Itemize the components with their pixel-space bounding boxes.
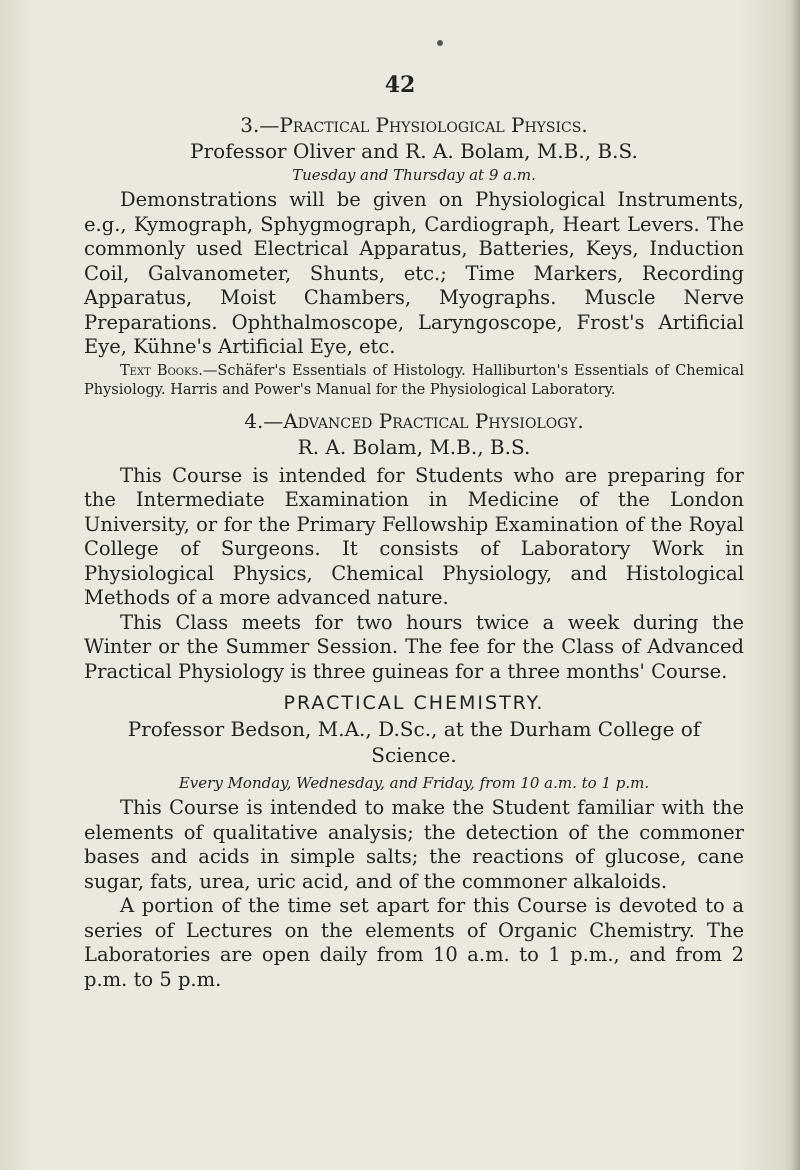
chemistry-schedule: Every Monday, Wednesday, and Friday, from 10 a.m. to 1 p.m. [178, 774, 650, 792]
text-books-list: —Schäfer's Essentials of Histology. Halliburton's Essentials of Chemical Physiology. Harris and Power's Manual for the Physiological Laboratory. [84, 362, 744, 398]
section-3-heading [84, 112, 744, 138]
chemistry-heading: PRACTICAL CHEMISTRY. [283, 692, 545, 714]
ink-dot [437, 40, 443, 46]
section-4-staff: R. A. Bolam, M.B., B.S. [297, 434, 531, 459]
text-books-label: Text Books. [120, 362, 203, 379]
chemistry-paragraph-2: A portion of the time set apart for this Course is devoted to a series of Lectures on the elements of Organic Chemistry. The Laboratories are open daily from 10 a.m. to 1 p.m., and from 2 p.m. to 5 p.m. [84, 894, 744, 991]
section-4-title: Advanced Practical Physiology. [283, 408, 584, 433]
page-content [84, 112, 744, 992]
section-3-schedule: Tuesday and Thursday at 9 a.m. [292, 166, 536, 184]
text-books [84, 362, 744, 400]
chemistry-professor: Professor Bedson, M.A., D.Sc., at the Durham College of Science. [127, 717, 701, 767]
page-number: 42 [384, 72, 416, 98]
page-edge [790, 0, 800, 1170]
section-4-paragraph-2: This Class meets for two hours twice a week during the Winter or the Summer Session. The fee for the Class of Advanced Practical Physiology is three guineas for a three months' Course. [84, 610, 744, 683]
section-3-number: 3.— [240, 113, 280, 137]
section-4-number: 4.— [244, 408, 284, 433]
section-3-professors: Professor Oliver and R. A. Bolam, M.B., B.S. [190, 139, 638, 163]
section-3-paragraph: Demonstrations will be given on Physiological Instruments, e.g., Kymograph, Sphygmograph, Cardiograph, Heart Levers. The commonly used Electrical Apparatus, Batteries, Keys, Induction Coil, Galvanometer, Shunts, etc.; Time Markers, Recording Apparatus, Moist Chambers, Myographs. Muscle Nerve Preparations. Ophthalmoscope, Laryngoscope, Frost's Artificial Eye, Kühne's Artificial Eye, etc. [84, 188, 744, 358]
section-3-title: Practical Physiological Physics. [279, 113, 588, 137]
chemistry-paragraph-1: This Course is intended to make the Student familiar with the elements of qualitative analysis; the detection of the commoner bases and acids in simple salts; the reactions of glucose, cane sugar, fats, urea, uric acid, and of the commoner alkaloids. [84, 796, 744, 893]
section-4-paragraph-1: This Course is intended for Students who are preparing for the Intermediate Examination in Medicine of the London University, or for the Primary Fellowship Examination of the Royal College of Surgeons. It consists of Laboratory Work in Physiological Physics, Chemical Physiology, and Histological Methods of a more advanced nature. [84, 463, 744, 609]
section-4-heading [84, 408, 744, 434]
